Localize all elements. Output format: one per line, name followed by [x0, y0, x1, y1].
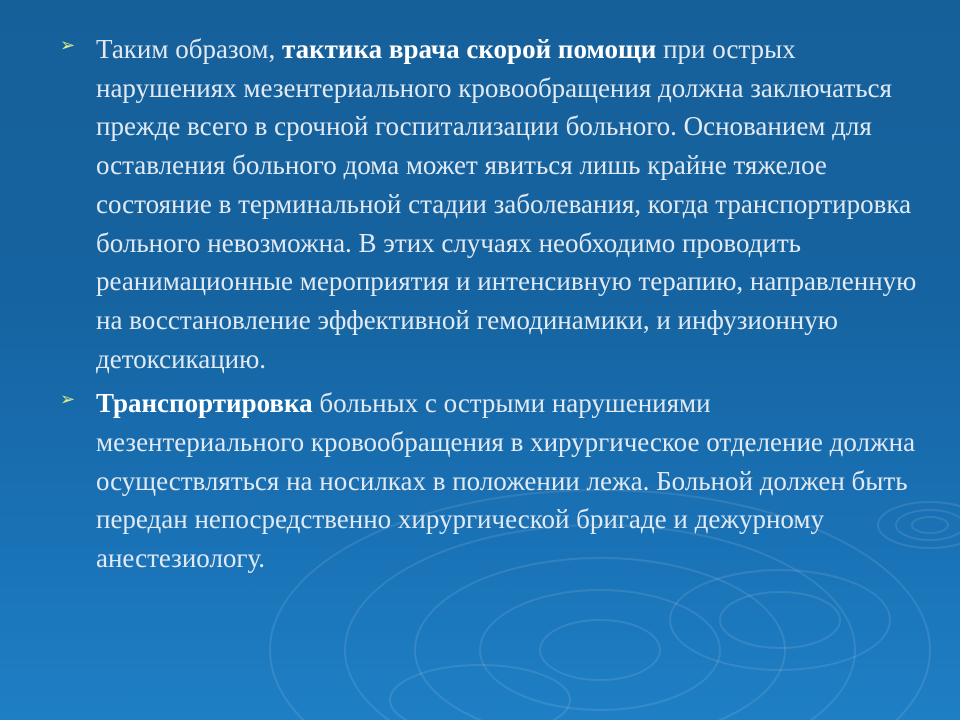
bullet-bold-text: Транспортировка	[96, 388, 313, 419]
bullet-text: при острых нарушениях мезентериального кровообращения должна заключаться прежде всего в срочной госпитализации больного. Основанием для оставления больного дома может явиться лишь крайне тяжелое состояние в терминальной стадии заболевания, когда транспортировка больного невозможна. В этих случаях необходимо проводить реанимационные мероприятия и интенсивную терапию, направленную на восстановление эффективной гемодинамики, и инфузионную детоксикацию.	[96, 34, 917, 374]
slide-content	[60, 30, 920, 584]
bullet-text: больных с острыми нарушениями мезентериального кровообращения в хирургическое отделение должна осуществляться на носилках в положении лежа. Больной должен быть передан непосредственно хирургической бригаде и дежурному анестезиологу.	[96, 388, 916, 574]
chevron-right-icon: ➢	[60, 389, 76, 411]
bullet-item	[60, 30, 920, 378]
bullet-prefix: Таким образом,	[96, 34, 283, 64]
bullet-item	[60, 384, 920, 578]
chevron-right-icon: ➢	[60, 35, 76, 56]
bullet-bold-text: тактика врача скорой помощи	[282, 34, 657, 64]
